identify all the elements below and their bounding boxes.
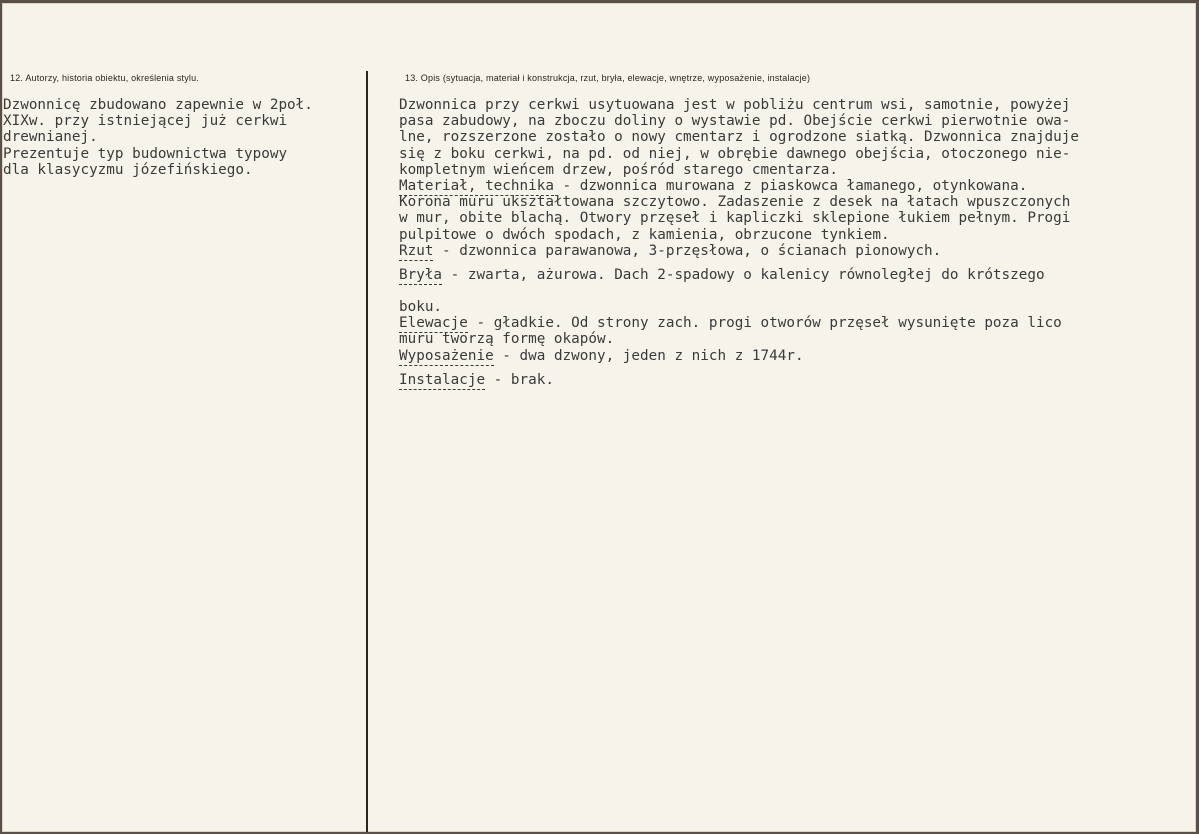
material-text: - dzwonnica murowana z piaskowca łamanego, otynkowana. bbox=[553, 177, 1028, 194]
description-line: Korona muru ukształtowana szczytowo. Zadaszenie z desek na łatach wpuszczonych bbox=[399, 194, 1071, 211]
instalacje-label: Instalacje bbox=[399, 371, 486, 388]
wyposazenie-line bbox=[399, 348, 1189, 364]
rzut-line bbox=[399, 243, 1189, 259]
description-line: pulpitowe o dwóch spodach, z kamienia, obrzucone tynkiem. bbox=[399, 226, 890, 243]
description-line: pasa zabudowy, na zboczu doliny o wystawie pd. Obejście cerkwi pierwotnie owa- bbox=[399, 113, 1071, 130]
elewacje-label: Elewacje bbox=[399, 315, 468, 332]
description-line: boku. bbox=[399, 299, 443, 316]
rzut-label: Rzut bbox=[399, 242, 434, 259]
record-card bbox=[2, 3, 1196, 832]
instalacje-text: - brak. bbox=[485, 371, 554, 388]
column-divider bbox=[366, 71, 368, 832]
elewacje-line bbox=[399, 315, 1189, 331]
bryla-text: - zwarta, ażurowa. Dach 2-spadowy o kalenicy równoległej do krótszego bbox=[442, 266, 1045, 283]
section-13-header: 13. Opis (sytuacja, materiał i konstrukcja, rzut, bryła, elewacje, wnętrze, wyposażenie, instalacje) bbox=[405, 73, 811, 83]
description-line: muru tworzą formę okapów. bbox=[399, 331, 615, 348]
history-line: Prezentuje typ budownictwa typowy bbox=[3, 145, 288, 162]
section-12-header: 12. Autorzy, historia obiektu, określenia stylu. bbox=[10, 73, 200, 83]
elewacje-text: - gładkie. Od strony zach. progi otworów przęseł wysunięte poza lico bbox=[467, 315, 1062, 332]
material-line bbox=[399, 178, 1189, 194]
history-column bbox=[3, 97, 365, 178]
rzut-text: - dzwonnica parawanowa, 3-przęsłowa, o ścianach pionowych. bbox=[433, 242, 942, 259]
history-line: Dzwonnicę zbudowano zapewnie w 2poł. bbox=[3, 97, 313, 113]
description-column bbox=[399, 97, 1189, 388]
material-label: Materiał, technika bbox=[399, 177, 554, 194]
history-line: XIXw. przy istniejącej już cerkwi bbox=[3, 113, 288, 130]
description-line: kompletnym wieńcem drzew, pośród starego cmentarza. bbox=[399, 161, 838, 178]
description-line: lne, rozszerzone zostało o nowy cmentarz i ogrodzone siatką. Dzwonnica znajduje bbox=[399, 129, 1079, 146]
description-line: Dzwonnica przy cerkwi usytuowana jest w pobliżu centrum wsi, samotnie, powyżej bbox=[399, 97, 1071, 113]
bryla-label: Bryła bbox=[399, 266, 443, 283]
wyposazenie-text: - dwa dzwony, jeden z nich z 1744r. bbox=[493, 347, 804, 364]
instalacje-line bbox=[399, 372, 1189, 388]
wyposazenie-label: Wyposażenie bbox=[399, 347, 494, 364]
history-line: drewnianej. bbox=[3, 129, 98, 146]
description-line: się z boku cerkwi, na pd. od niej, w obrębie dawnego obejścia, otoczonego nie- bbox=[399, 145, 1071, 162]
bryla-line bbox=[399, 267, 1189, 283]
history-line: dla klasycyzmu józefińskiego. bbox=[3, 161, 253, 178]
description-line: w mur, obite blachą. Otwory przęseł i kapliczki sklepione łukiem pełnym. Progi bbox=[399, 210, 1071, 227]
